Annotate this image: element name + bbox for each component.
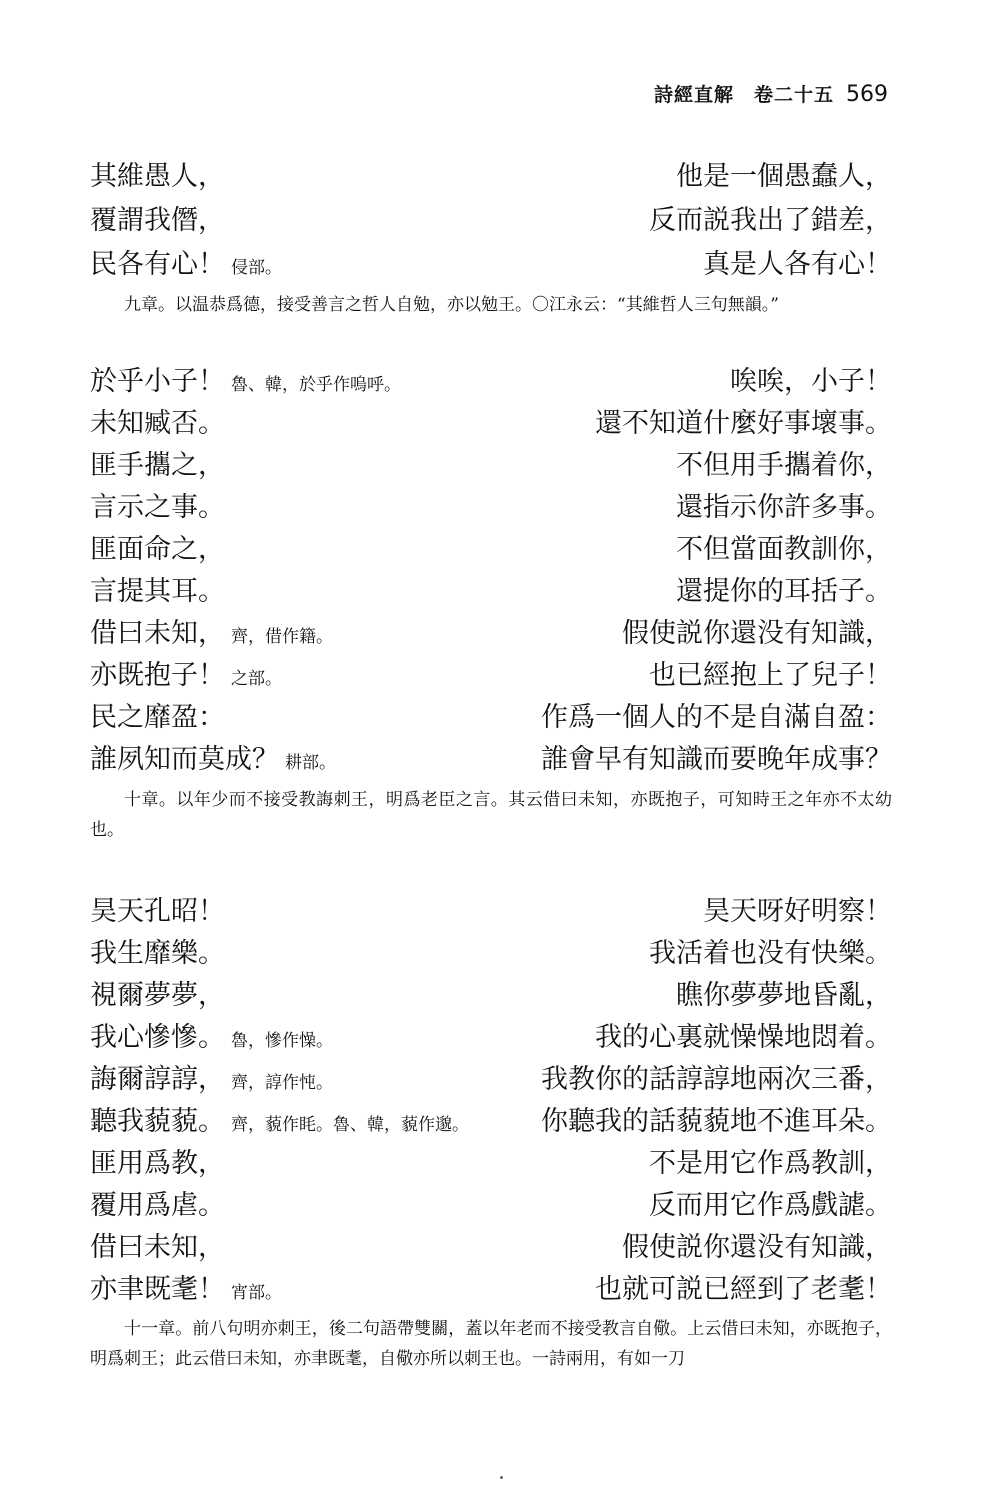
translation-text: 不但當面教訓你， — [676, 534, 892, 565]
translation-text: 也就可説已經到了老耄！ — [595, 1274, 892, 1305]
verse-line — [90, 155, 892, 199]
verse-line — [90, 974, 892, 1018]
translation-text: 真是人各有心！ — [703, 249, 892, 280]
verse-line — [90, 890, 892, 934]
verse-line — [90, 612, 892, 656]
original-text: 匪面命之， — [90, 534, 225, 565]
rhyme-note: 耕部。 — [285, 753, 336, 773]
translation-text: 昊天呀好明察！ — [703, 896, 892, 927]
translation-text: 我教你的話諄諄地兩次三番， — [541, 1064, 892, 1095]
verse-line — [90, 402, 892, 446]
verse-line — [90, 570, 892, 614]
translation-text: 我的心裏就懆懆地悶着。 — [595, 1022, 892, 1053]
page-number: 569 — [846, 82, 888, 107]
translation-text: 假使説你還没有知識， — [622, 1232, 892, 1263]
rhyme-note: 齊，藐作眊。魯、韓，藐作邈。 — [231, 1115, 469, 1135]
verse-line — [90, 932, 892, 976]
original-text: 亦聿既耄！ — [90, 1274, 225, 1305]
translation-text: 我活着也没有快樂。 — [649, 938, 892, 969]
book-title: 詩經直解 卷二十五 — [653, 84, 834, 106]
original-text: 未知臧否。 — [90, 408, 225, 439]
translation-text: 反而用它作爲戲謔。 — [649, 1190, 892, 1221]
original-text: 借曰未知， — [90, 1232, 225, 1263]
verse-line — [90, 1268, 892, 1312]
rhyme-note: 魯，慘作懆。 — [231, 1031, 333, 1051]
verse-line — [90, 360, 892, 404]
page-speck — [500, 1476, 503, 1479]
original-text: 我生靡樂。 — [90, 938, 225, 969]
translation-text: 不但用手攜着你， — [676, 450, 892, 481]
verse-line — [90, 486, 892, 530]
verse-line — [90, 1016, 892, 1060]
commentary: 十一章。前八句明亦刺王，後二句語帶雙關，蓋以年老而不接受教言自儆。上云借曰未知，亦既抱子，明爲刺王；此云借曰未知，亦聿既耄，自儆亦所以刺王也。一詩兩用，有如一刀 — [90, 1319, 892, 1369]
original-text: 聽我藐藐。 — [90, 1106, 225, 1137]
rhyme-note: 齊，諄作忳。 — [231, 1073, 333, 1093]
original-text: 視爾夢夢， — [90, 980, 225, 1011]
translation-text: 作爲一個人的不是自滿自盈： — [541, 702, 892, 733]
original-text: 匪手攜之， — [90, 450, 225, 481]
translation-text: 你聽我的話藐藐地不進耳朵。 — [541, 1106, 892, 1137]
translation-text: 還不知道什麼好事壞事。 — [595, 408, 892, 439]
translation-text: 反而説我出了錯差， — [649, 205, 892, 236]
verse-line — [90, 654, 892, 698]
original-text: 民各有心！ — [90, 249, 225, 280]
original-text: 覆謂我僭， — [90, 205, 225, 236]
rhyme-note: 之部。 — [231, 669, 282, 689]
running-header — [654, 80, 888, 107]
original-text: 匪用爲教， — [90, 1148, 225, 1179]
translation-text: 還指示你許多事。 — [676, 492, 892, 523]
translation-text: 也已經抱上了兒子！ — [649, 660, 892, 691]
original-text: 其維愚人， — [90, 161, 225, 192]
translation-text: 瞧你夢夢地昏亂， — [676, 980, 892, 1011]
original-text: 言示之事。 — [90, 492, 225, 523]
original-text: 言提其耳。 — [90, 576, 225, 607]
verse-line — [90, 1100, 892, 1144]
translation-text: 誰會早有知識而要晚年成事？ — [541, 744, 892, 775]
original-text: 亦既抱子！ — [90, 660, 225, 691]
translation-text: 假使説你還没有知識， — [622, 618, 892, 649]
verse-line — [90, 1058, 892, 1102]
commentary: 十章。以年少而不接受教誨刺王，明爲老臣之言。其云借曰未知，亦既抱子，可知時王之年亦不太幼也。 — [90, 790, 892, 840]
rhyme-note: 侵部。 — [231, 258, 282, 278]
translation-text: 唉唉，小子！ — [730, 366, 892, 397]
commentary: 九章。以温恭爲德，接受善言之哲人自勉，亦以勉王。〇江永云：“其維哲人三句無韻。” — [124, 295, 779, 315]
original-text: 我心慘慘。 — [90, 1022, 225, 1053]
verse-line — [90, 1184, 892, 1228]
original-text: 覆用爲虐。 — [90, 1190, 225, 1221]
rhyme-note: 魯、韓，於乎作嗚呼。 — [231, 375, 401, 395]
verse-line — [90, 444, 892, 488]
translation-text: 不是用它作爲教訓， — [649, 1148, 892, 1179]
rhyme-note: 齊，借作籍。 — [231, 627, 333, 647]
rhyme-note: 宵部。 — [231, 1283, 282, 1303]
original-text: 誨爾諄諄， — [90, 1064, 225, 1095]
verse-line — [90, 528, 892, 572]
verse-line — [90, 1142, 892, 1186]
verse-line — [90, 696, 892, 740]
verse-line — [90, 1226, 892, 1270]
original-text: 誰夙知而莫成？ — [90, 744, 279, 775]
translation-text: 他是一個愚蠢人， — [676, 161, 892, 192]
verse-line — [90, 738, 892, 782]
original-text: 借曰未知， — [90, 618, 225, 649]
original-text: 於乎小子！ — [90, 366, 225, 397]
verse-line — [90, 199, 892, 243]
original-text: 昊天孔昭！ — [90, 896, 225, 927]
verse-line — [90, 243, 892, 287]
original-text: 民之靡盈： — [90, 702, 225, 733]
translation-text: 還提你的耳括子。 — [676, 576, 892, 607]
